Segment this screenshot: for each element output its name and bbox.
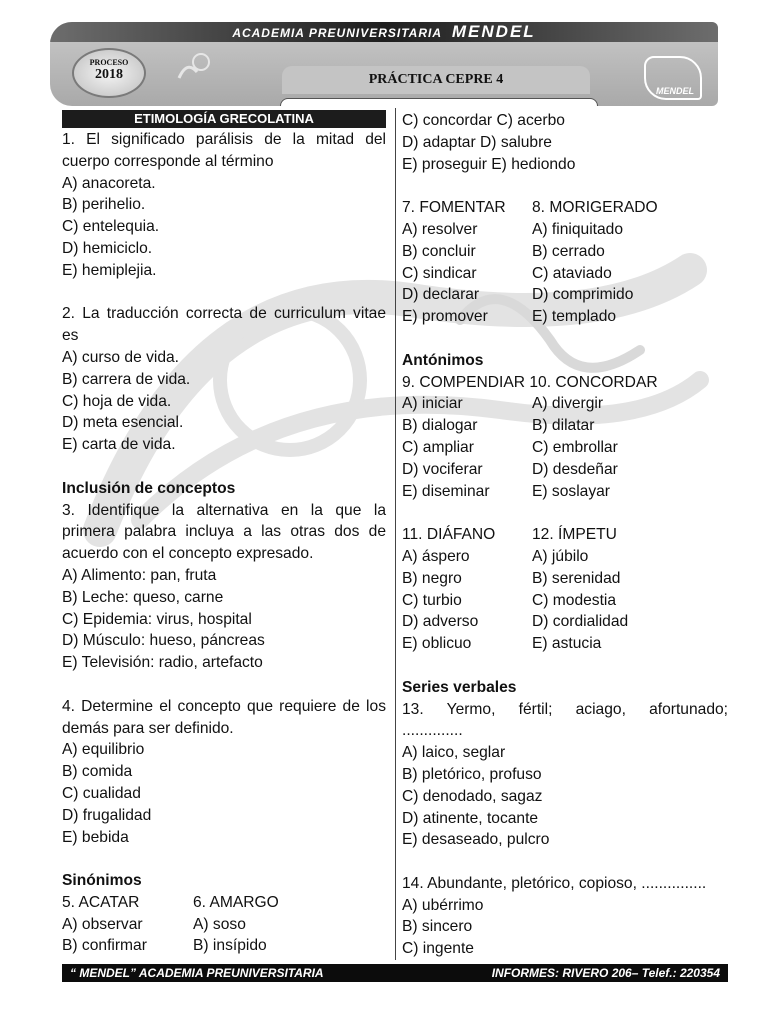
q11-option-a: A) áspero <box>402 547 470 565</box>
q13-option-c: C) denodado, sagaz <box>402 787 543 805</box>
q7-8-row-e <box>402 306 728 328</box>
q5-6-row-e <box>402 154 728 176</box>
q4-option-a: A) equilibrio <box>62 741 145 759</box>
q7-8-row-a <box>402 219 728 241</box>
page-footer <box>62 964 728 982</box>
q2-option-c: C) hoja de vida. <box>62 392 172 410</box>
q8-option-c: C) ataviado <box>532 264 612 282</box>
q8-option-a: A) finiquitado <box>532 220 624 238</box>
footer-contact: INFORMES: RIVERO 206– Telef.: 220354 <box>491 966 720 980</box>
q11-12-row-d <box>402 611 728 633</box>
course-name <box>313 99 425 106</box>
q8-option-d: D) comprimido <box>532 286 634 304</box>
question-13-dots: .............. <box>402 722 463 740</box>
q14-option-b: B) sincero <box>402 918 473 936</box>
practice-title: PRÁCTICA CEPRE 4 <box>282 66 590 94</box>
q5-6-row-b <box>62 935 386 957</box>
right-column <box>402 110 728 960</box>
q3-option-a: A) Alimento: pan, fruta <box>62 566 217 584</box>
q10-option-c: C) embrollar <box>532 438 618 456</box>
q3-option-e: E) Televisión: radio, artefacto <box>62 654 263 672</box>
teacher-name <box>447 99 565 106</box>
q8-option-b: B) cerrado <box>532 242 605 260</box>
footer-academy: “ MENDEL” ACADEMIA PREUNIVERSITARIA <box>70 966 324 980</box>
q6-heading: 6. AMARGO <box>193 893 279 911</box>
q6-option-b: B) insípido <box>193 937 267 955</box>
section-title-antonimos: Antónimos <box>402 351 484 369</box>
course-info <box>280 98 598 106</box>
q3-option-d: D) Músculo: hueso, páncreas <box>62 632 265 650</box>
q7-option-b: B) concluir <box>402 242 476 260</box>
q7-option-a: A) resolver <box>402 220 478 238</box>
proceso-year: 2018 <box>95 67 123 82</box>
q13-option-e: E) desaseado, pulcro <box>402 831 550 849</box>
q3-option-b: B) Leche: queso, carne <box>62 588 224 606</box>
q5-heading: 5. ACATAR <box>62 893 140 911</box>
q9-option-e: E) diseminar <box>402 482 490 500</box>
q11-option-b: B) negro <box>402 569 462 587</box>
left-column <box>62 110 386 957</box>
q5-6-row-d <box>402 132 728 154</box>
q5-6-heading <box>62 892 386 914</box>
academy-strip <box>50 22 718 42</box>
q9-option-c: C) ampliar <box>402 438 474 456</box>
proceso-label: PROCESO <box>89 58 129 67</box>
academy-brand: MENDEL <box>451 22 536 41</box>
page-header <box>50 22 718 106</box>
mendel-logo <box>644 56 702 100</box>
q12-option-b: B) serenidad <box>532 569 621 587</box>
q7-8-row-d <box>402 284 728 306</box>
q1-option-c: C) entelequia. <box>62 218 160 236</box>
academy-name: ACADEMIA PREUNIVERSITARIA <box>232 26 442 40</box>
proceso-badge <box>72 48 146 98</box>
q4-option-b: B) comida <box>62 763 133 781</box>
q2-option-d: D) meta esencial. <box>62 414 184 432</box>
q9-10-row-b <box>402 415 728 437</box>
q6-option-c: C) acerbo <box>496 112 565 129</box>
q1-option-a: A) anacoreta. <box>62 174 156 192</box>
q10-option-d: D) desdeñar <box>532 460 618 478</box>
q9-option-b: B) dialogar <box>402 417 478 435</box>
q7-option-e: E) promover <box>402 308 488 326</box>
section-title-series: Series verbales <box>402 678 517 696</box>
q6-option-a: A) soso <box>193 915 246 933</box>
q5-6-row-c <box>402 110 728 132</box>
q7-8-row-c <box>402 263 728 285</box>
question-2-stem: 2. La traducción correcta de curriculum vitae es <box>62 305 386 345</box>
q12-option-c: C) modestia <box>532 591 617 609</box>
q5-option-a: A) observar <box>62 915 143 933</box>
q12-heading: 12. ÍMPETU <box>532 526 617 544</box>
q12-option-d: D) cordialidad <box>532 613 629 631</box>
q9-10-row-a <box>402 393 728 415</box>
q10-option-a: A) divergir <box>532 395 604 413</box>
section-title-inclusion: Inclusión de conceptos <box>62 479 236 497</box>
q3-option-c: C) Epidemia: virus, hospital <box>62 610 252 628</box>
q9-10-row-d <box>402 459 728 481</box>
q7-option-c: C) sindicar <box>402 264 477 282</box>
q8-heading: 8. MORIGERADO <box>532 199 658 217</box>
q7-8-row-b <box>402 241 728 263</box>
q5-6-row-a <box>62 914 386 936</box>
q9-option-a: A) iniciar <box>402 395 463 413</box>
question-14-stem: 14. Abundante, pletórico, copioso, ............... <box>402 874 707 892</box>
q11-heading: 11. DIÁFANO <box>402 526 496 544</box>
q5-option-c: C) concordar <box>402 112 493 129</box>
q7-option-d: D) declarar <box>402 286 480 304</box>
q9-10-row-c <box>402 437 728 459</box>
q11-option-d: D) adverso <box>402 613 479 631</box>
q1-option-e: E) hemiplejia. <box>62 261 157 279</box>
q5-option-b: B) confirmar <box>62 937 147 955</box>
q13-option-b: B) pletórico, profuso <box>402 765 542 783</box>
q1-option-b: B) perihelio. <box>62 196 146 214</box>
q11-12-row-b <box>402 568 728 590</box>
q11-option-c: C) turbio <box>402 591 462 609</box>
question-3-stem: 3. Identifique la alternativa en la que la primera palabra incluya a las otras dos de acuerdo con el concepto expresado. <box>62 501 386 563</box>
q9-option-d: D) vociferar <box>402 460 483 478</box>
q4-option-d: D) frugalidad <box>62 806 152 824</box>
question-1-stem: 1. El significado parálisis de la mitad del cuerpo corresponde al término <box>62 131 386 170</box>
q10-option-b: B) dilatar <box>532 417 595 435</box>
q11-12-row-a <box>402 546 728 568</box>
q5-option-d: D) adaptar <box>402 133 476 151</box>
q11-12-row-c <box>402 590 728 612</box>
q13-option-d: D) atinente, tocante <box>402 809 539 827</box>
q12-option-e: E) astucia <box>532 635 602 653</box>
mendel-logo-text: MENDEL <box>656 86 694 96</box>
faint-logo-icon <box>175 52 215 82</box>
q2-option-a: A) curso de vida. <box>62 348 180 366</box>
q8-option-e: E) templado <box>532 308 617 326</box>
question-13-stem: 13. Yermo, fértil; aciago, afortunado; <box>402 700 728 718</box>
q6-option-e: E) hediondo <box>491 155 576 173</box>
q14-option-a: A) ubérrimo <box>402 896 484 914</box>
q11-12-heading <box>402 524 728 546</box>
q2-option-e: E) carta de vida. <box>62 436 176 454</box>
q10-option-e: E) soslayar <box>532 482 610 500</box>
q7-heading: 7. FOMENTAR <box>402 199 506 217</box>
q6-option-d: D) salubre <box>480 133 552 151</box>
question-4-stem: 4. Determine el concepto que requiere de los demás para ser definido. <box>62 697 386 737</box>
q9-10-row-e <box>402 481 728 503</box>
section-title-etimologia: ETIMOLOGÍA GRECOLATINA <box>62 110 386 128</box>
q13-option-a: A) laico, seglar <box>402 744 506 762</box>
q12-option-a: A) júbilo <box>532 547 589 565</box>
q11-option-e: E) oblicuo <box>402 635 472 653</box>
q7-8-heading <box>402 197 728 219</box>
q9-10-heading: 9. COMPENDIAR 10. CONCORDAR <box>402 373 658 391</box>
q1-option-d: D) hemiciclo. <box>62 239 153 257</box>
q2-option-b: B) carrera de vida. <box>62 370 191 388</box>
column-divider <box>395 108 396 960</box>
q14-option-c: C) ingente <box>402 940 474 958</box>
q11-12-row-e <box>402 633 728 655</box>
q4-option-c: C) cualidad <box>62 784 141 802</box>
section-title-sinonimos: Sinónimos <box>62 872 142 890</box>
q5-option-e: E) proseguir <box>402 155 487 173</box>
q4-option-e: E) bebida <box>62 828 129 846</box>
